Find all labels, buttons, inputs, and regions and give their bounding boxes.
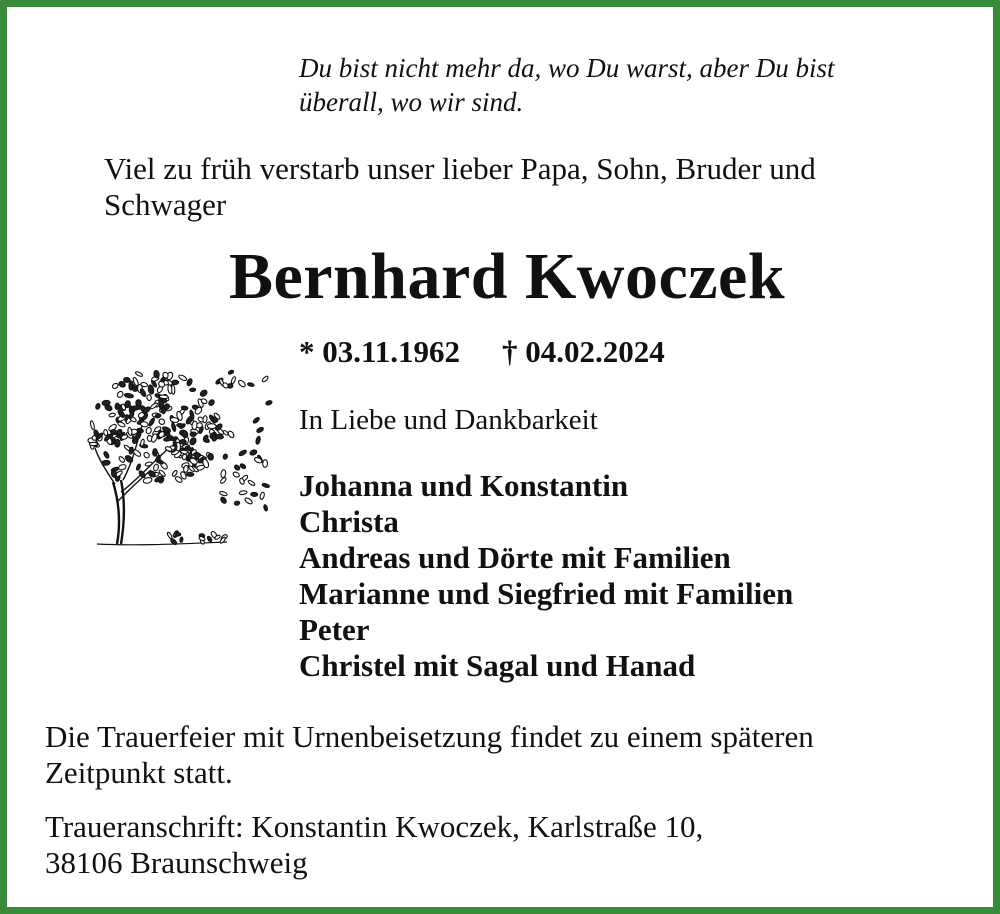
- list-item: Peter: [299, 612, 370, 647]
- list-item: Andreas und Dörte mit Familien: [299, 540, 731, 575]
- mourning-address: [45, 809, 975, 881]
- intro-line: Schwager: [104, 187, 227, 222]
- list-item: Christel mit Sagal und Hanad: [299, 648, 696, 683]
- ceremony-line: Die Trauerfeier mit Urnenbeisetzung findet zu einem späteren: [45, 719, 814, 754]
- ceremony-info: [45, 719, 975, 791]
- mourners-list: [299, 468, 793, 684]
- list-item: Marianne und Siegfried mit Familien: [299, 576, 794, 611]
- address-line: Traueranschrift: Konstantin Kwoczek, Karlstraße 10,: [45, 809, 704, 844]
- list-item: Christa: [299, 504, 399, 539]
- life-dates: [299, 333, 665, 371]
- dedication-text: In Liebe und Dankbarkeit: [299, 404, 598, 436]
- ceremony-line: Zeitpunkt statt.: [45, 755, 233, 790]
- birth-date: * 03.11.1962: [299, 334, 461, 369]
- memorial-quote: [299, 51, 959, 119]
- intro-text: [104, 151, 964, 223]
- death-date: † 04.02.2024: [502, 334, 665, 369]
- list-item: Johanna und Konstantin: [299, 468, 629, 503]
- quote-line: überall, wo wir sind.: [299, 87, 524, 117]
- quote-line: Du bist nicht mehr da, wo Du warst, aber Du bist: [299, 53, 835, 83]
- tree-icon: [77, 352, 277, 552]
- deceased-name: Bernhard Kwoczek: [228, 240, 786, 313]
- address-line: 38106 Braunschweig: [45, 845, 308, 880]
- intro-line: Viel zu früh verstarb unser lieber Papa, Sohn, Bruder und: [104, 151, 816, 186]
